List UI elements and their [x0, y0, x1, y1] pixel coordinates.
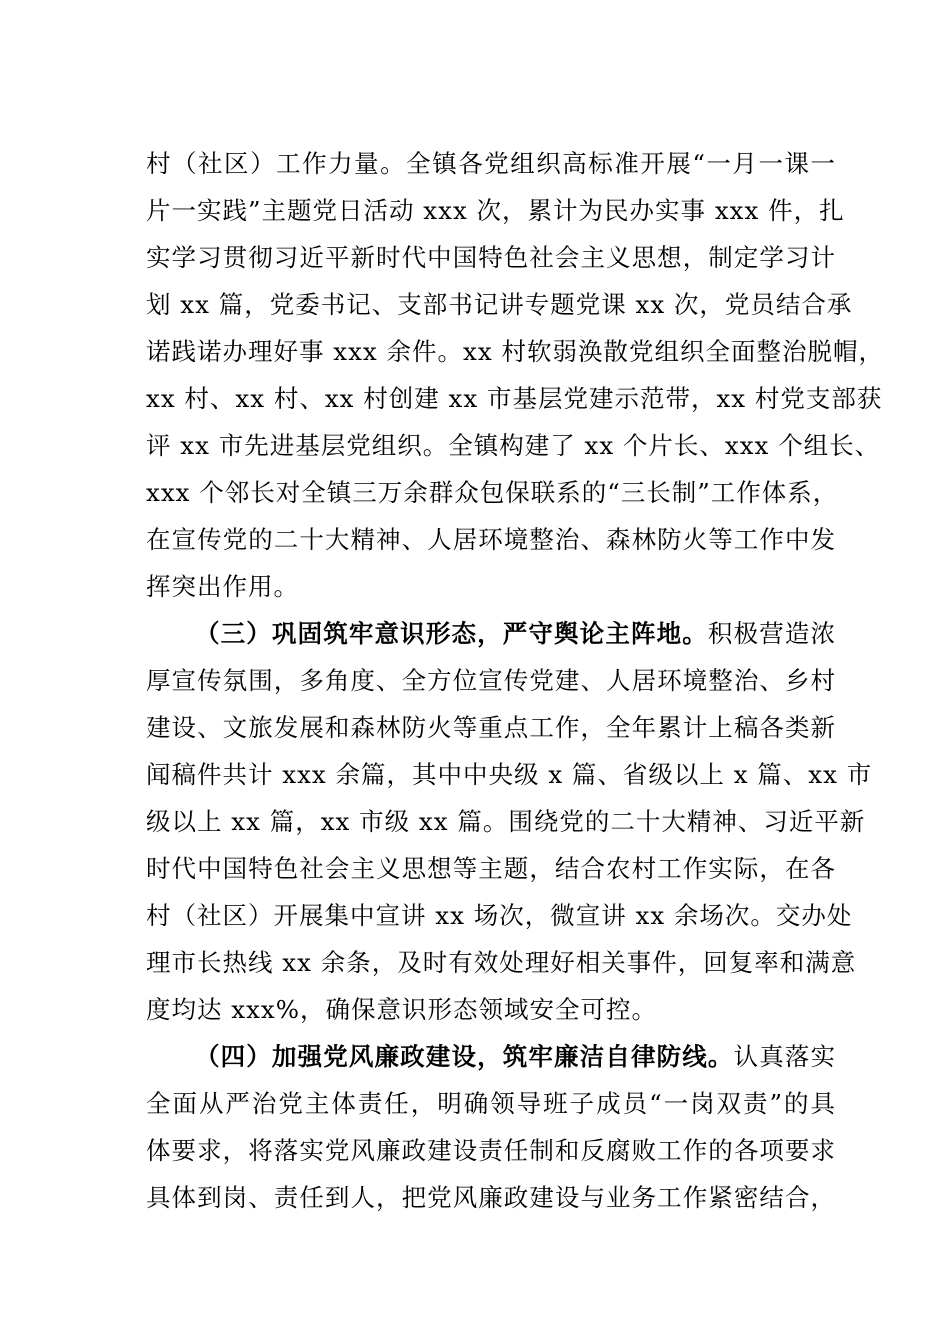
paragraph-1-line-2: 片一实践”主题党日活动 xxx 次，累计为民办实事 xxx 件，扎: [146, 196, 845, 225]
paragraph-3-line-2: 全面从严治党主体责任，明确领导班子成员“一岗双责”的具: [146, 1089, 836, 1118]
section-heading-4: （四）加强党风廉政建设，筑牢廉洁自律防线。: [195, 1042, 734, 1071]
paragraph-1-line-7: 评 xx 市先进基层党组织。全镇构建了 xx 个片长、xxx 个组长、: [146, 431, 881, 460]
paragraph-1-line-4: 划 xx 篇，党委书记、支部书记讲专题党课 xx 次，党员结合承: [146, 290, 853, 319]
paragraph-2-line-8: 理市长热线 xx 余条，及时有效处理好相关事件，回复率和满意: [146, 948, 857, 977]
paragraph-3-line-3: 体要求，将落实党风廉政建设责任制和反腐败工作的各项要求: [146, 1136, 836, 1165]
paragraph-2-line-4: 闻稿件共计 xxx 余篇，其中中央级 x 篇、省级以上 x 篇、xx 市: [146, 760, 873, 789]
paragraph-2-line-9: 度均达 xxx%，确保意识形态领域安全可控。: [146, 995, 658, 1024]
paragraph-1-line-6: xx 村、xx 村、xx 村创建 xx 市基层党建示范带，xx 村党支部获: [146, 384, 883, 413]
paragraph-3-first-line: [146, 1033, 836, 1080]
paragraph-1-line-1: 村（社区）工作力量。全镇各党组织高标准开展“一月一课一: [146, 149, 836, 178]
paragraph-1-line-8: xxx 个邻长对全镇三万余群众包保联系的“三长制”工作体系，: [146, 478, 839, 507]
paragraph-2-line-2: 厚宣传氛围，多角度、全方位宣传党建、人居环境整治、乡村: [146, 666, 836, 695]
paragraph-2-first-line-rest: 积极营造浓: [707, 619, 837, 648]
paragraph-2-line-5: 级以上 xx 篇，xx 市级 xx 篇。围绕党的二十大精神、习近平新: [146, 807, 866, 836]
paragraph-3-line-4: 具体到岗、责任到人，把党风廉政建设与业务工作紧密结合，: [146, 1183, 836, 1212]
paragraph-2-line-6: 时代中国特色社会主义思想等主题，结合农村工作实际，在各: [146, 854, 836, 883]
paragraph-1-line-5: 诺践诺办理好事 xxx 余件。xx 村软弱涣散党组织全面整治脱帽，: [146, 337, 884, 366]
paragraph-2-line-7: 村（社区）开展集中宣讲 xx 场次，微宣讲 xx 余场次。交办处: [146, 901, 853, 930]
paragraph-1-line-10: 挥突出作用。: [146, 572, 299, 601]
section-heading-3: （三）巩固筑牢意识形态，严守舆论主阵地。: [195, 619, 708, 648]
paragraph-3-first-line-rest: 认真落实: [733, 1042, 836, 1071]
paragraph-2-line-3: 建设、文旅发展和森林防火等重点工作，全年累计上稿各类新: [146, 713, 836, 742]
paragraph-1-line-9: 在宣传党的二十大精神、人居环境整治、森林防火等工作中发: [146, 525, 836, 554]
paragraph-2-first-line: [146, 610, 836, 657]
document-body: [146, 140, 884, 1221]
paragraph-1-line-3: 实学习贯彻习近平新时代中国特色社会主义思想，制定学习计: [146, 243, 836, 272]
